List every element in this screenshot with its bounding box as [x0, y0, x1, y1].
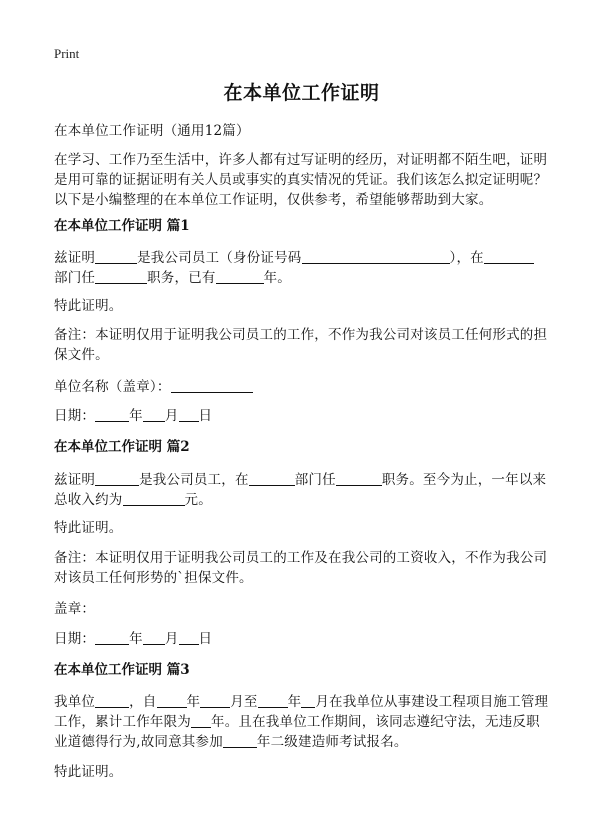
- blank-department: [484, 249, 534, 264]
- intro-paragraph: 在学习、工作乃至生活中，许多人都有过写证明的经历，对证明都不陌生吧，证明是用可靠的证据证明有关人员或事实的真实情况的凭证。我们该怎么拟定证明呢？以下是小编整理的在本单位工作证明，仅供参考，希望能够帮助到大家。: [54, 152, 548, 208]
- blank-company: [171, 378, 253, 393]
- text: ，自: [129, 694, 157, 710]
- text: 兹证明: [54, 250, 96, 266]
- text: ），在: [449, 250, 484, 266]
- section-2-seal: 盖章：: [54, 601, 96, 617]
- blank-position: [336, 471, 382, 486]
- subtitle: 在本单位工作证明（通用12篇）: [54, 123, 250, 139]
- blank-day: [179, 407, 199, 422]
- section-2-note: 备注：本证明仅用于证明我公司员工的工作及在我公司的工资收入，不作为我公司对该员工任何形势的`担保文件。: [54, 550, 548, 586]
- blank-income: [123, 491, 185, 506]
- text: 部门任: [294, 472, 336, 488]
- text: 日期：: [54, 408, 96, 424]
- page-title: 在本单位工作证明: [223, 82, 380, 104]
- section-2-heading: 在本单位工作证明 篇2: [54, 439, 190, 455]
- text: 年: [287, 694, 302, 710]
- text: 年。且在我单位工作期间，该同志遵纪守法，无违反职业道德得行为,故同意其参加: [54, 714, 540, 750]
- section-1-certify: 特此证明。: [54, 298, 123, 314]
- text: 年: [129, 408, 143, 424]
- text: 是我公司员工，在: [139, 472, 249, 488]
- text: 月至: [230, 694, 258, 710]
- blank-month: [143, 630, 165, 645]
- section-1-statement: [54, 248, 549, 288]
- blank-start-month: [200, 693, 230, 708]
- print-link[interactable]: Print: [54, 46, 80, 61]
- text: 年: [186, 694, 201, 710]
- blank-id-number: [302, 249, 450, 264]
- section-3-heading: 在本单位工作证明 篇3: [54, 662, 190, 678]
- text: 单位名称（盖章）：: [54, 379, 171, 395]
- text: 日: [198, 631, 213, 647]
- text: 月: [164, 408, 179, 424]
- text: 日: [198, 408, 213, 424]
- blank-month: [143, 407, 165, 422]
- section-1-heading: 在本单位工作证明 篇1: [54, 218, 190, 234]
- blank-day: [179, 630, 199, 645]
- section-2-date: [54, 629, 549, 649]
- blank-name: [95, 693, 129, 708]
- blank-year: [95, 407, 129, 422]
- blank-name: [95, 249, 137, 264]
- text: 月: [164, 631, 179, 647]
- blank-years: [216, 269, 264, 284]
- section-1-date: [54, 406, 549, 426]
- text: 我单位: [54, 694, 96, 710]
- section-2-certify: 特此证明。: [54, 520, 123, 536]
- text: 部门任: [54, 270, 96, 286]
- text: 年二级建造师考试报名。: [256, 734, 408, 750]
- section-2-statement: [54, 470, 549, 510]
- blank-total-years: [191, 713, 211, 728]
- text: 日期：: [54, 631, 96, 647]
- text: 元。: [184, 492, 212, 508]
- blank-name: [95, 471, 139, 486]
- blank-start-year: [157, 693, 187, 708]
- section-3-statement: [54, 692, 549, 752]
- blank-end-year: [258, 693, 288, 708]
- text: 年。: [263, 270, 292, 286]
- blank-exam-year: [223, 733, 257, 748]
- text: 兹证明: [54, 472, 96, 488]
- section-1-company-name: [54, 377, 549, 397]
- blank-position: [95, 269, 147, 284]
- blank-year: [95, 630, 129, 645]
- text: 年: [129, 631, 143, 647]
- blank-end-month: [301, 693, 315, 708]
- blank-department: [249, 471, 295, 486]
- section-3-certify: 特此证明。: [54, 764, 123, 780]
- text: 职务。至今为止，一年以来总收入约为: [54, 472, 547, 508]
- text: 职务，已有: [147, 270, 216, 286]
- text: 是我公司员工（身份证号码: [137, 250, 302, 266]
- section-1-note: 备注：本证明仅用于证明我公司员工的工作，不作为我公司对该员工任何形式的担保文件。: [54, 327, 548, 363]
- text: 月在我单位从事建设工程项目施工管理工作，累计工作年限为: [54, 694, 549, 730]
